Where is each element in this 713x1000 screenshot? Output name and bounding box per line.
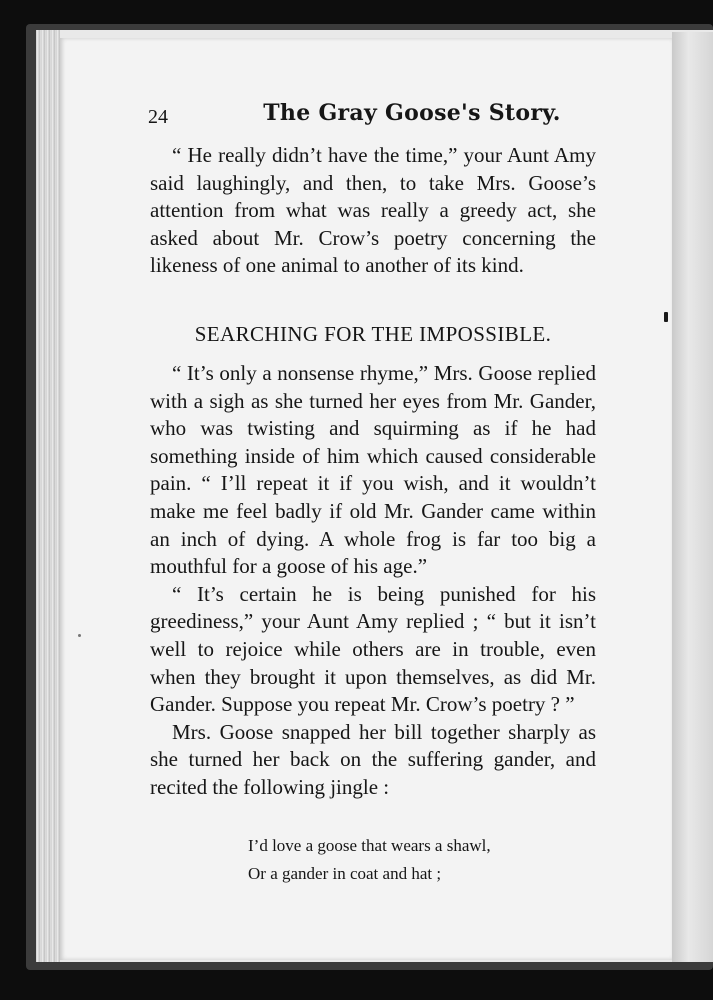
body-text (150, 360, 596, 802)
verse (248, 832, 568, 888)
paragraph: “ It’s only a nonsense rhyme,” Mrs. Goose replied with a sigh as she turned her eyes from Mr. Gander, who was twisting and squirming as if he had something inside of him which caused considerable pain. “ I’ll repeat it if you wish, and it wouldn’t make me feel badly if old Mr. Gander came within an inch of dying. A whole frog is far too big a mouthful for a goose of his age.” (150, 361, 596, 579)
page-edges (36, 30, 60, 962)
page-number: 24 (148, 106, 168, 128)
paragraph: “ It’s certain he is being punished for his greediness,” your Aunt Amy replied ; “ but it isn’t well to rejoice while others are in trouble, even when they brought it upon themselves, as did Mr. Gander. Suppose you repeat Mr. Crow’s poetry ? ” (150, 581, 596, 717)
opening-paragraph-block (150, 142, 596, 280)
verse-line: Or a gander in coat and hat ; (248, 864, 442, 883)
running-title: The Gray Goose's Story. (263, 100, 561, 126)
facing-page-edge (672, 32, 713, 962)
running-header (148, 100, 596, 134)
section-heading: SEARCHING FOR THE IMPOSSIBLE. (194, 322, 552, 346)
paragraph: “ He really didn’t have the time,” your Aunt Amy said laughingly, and then, to take Mrs. Goose’s attention from what was really a greedy act, she asked about Mr. Crow’s poetry concerning the likeness of one animal to another of its kind. (150, 143, 596, 278)
paragraph: Mrs. Goose snapped her bill together sharply as she turned her back on the suffering gander, and recited the following jingle : (150, 719, 596, 799)
ink-speck (78, 634, 81, 637)
ink-mark (664, 312, 668, 322)
verse-line: I’d love a goose that wears a shawl, (248, 836, 491, 855)
